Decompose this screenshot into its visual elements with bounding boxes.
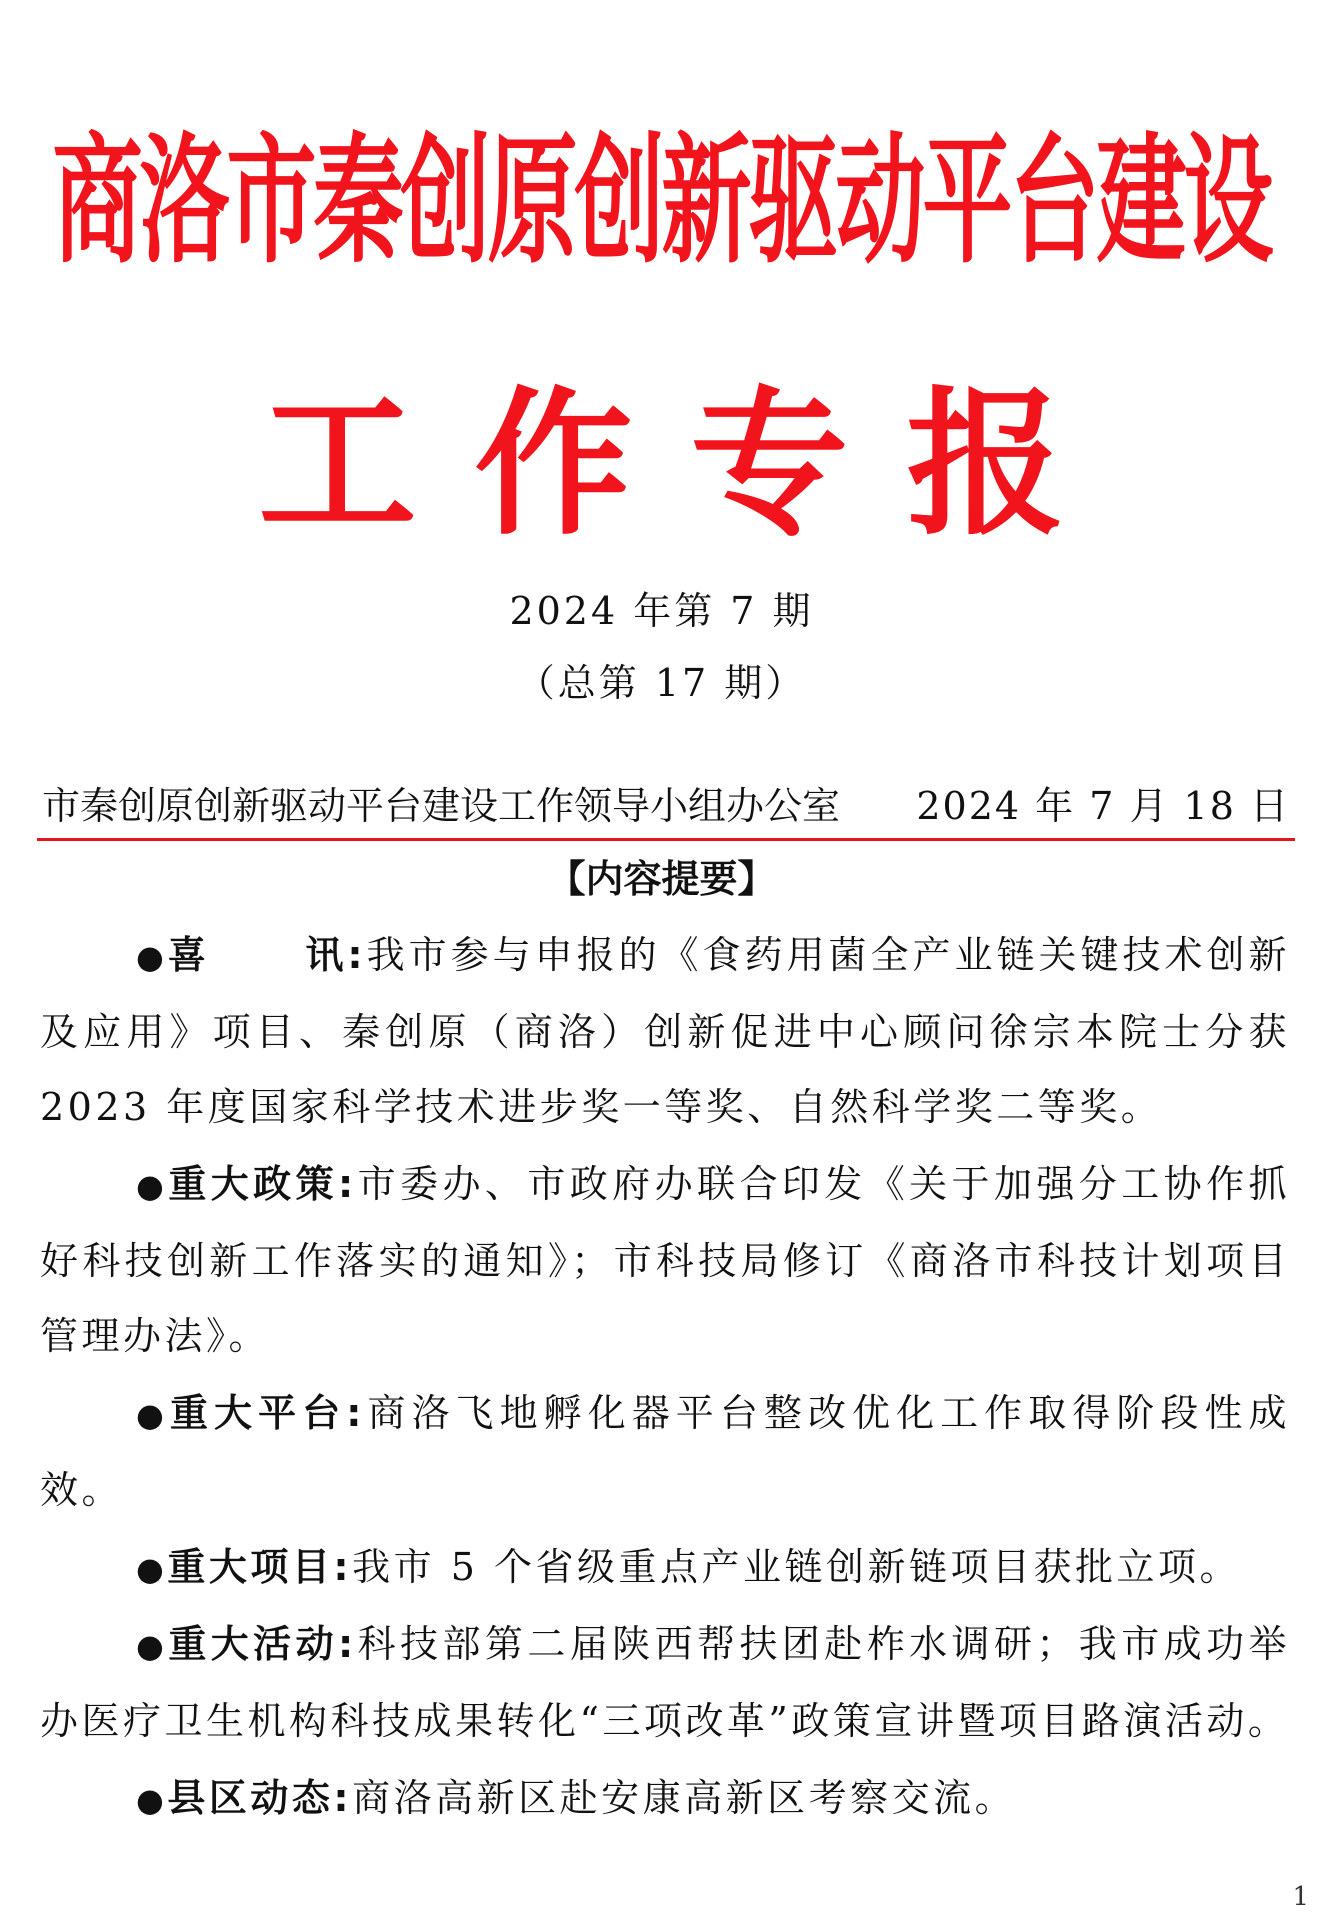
bullet-icon: ● — [136, 1167, 169, 1205]
bullet-icon: ● — [136, 1781, 168, 1819]
item-heading: 喜 讯: — [167, 933, 367, 977]
issue-date: 2024 年 7 月 18 日 — [916, 784, 1290, 828]
summary-item-project — [40, 1530, 1290, 1607]
issue-number: 2024 年第 7 期 — [509, 589, 814, 633]
summary-item-news — [40, 918, 1290, 1145]
report-title-line1: 商洛市秦创原创新驱动平台建设 — [52, 120, 1271, 284]
item-heading: 重大项目: — [167, 1545, 353, 1589]
item-text: 市委办、市政府办联合印发《关于加强分工协作抓好科技创新工作落实的通知》；市科技局修订《商洛市科技计划项目管理办法》。 — [40, 1162, 1290, 1358]
report-title-line2: 工作专报 — [258, 372, 1123, 557]
item-text: 我市参与申报的《食药用菌全产业链关键技术创新及应用》项目、秦创原（商洛）创新促进中心顾问徐宗本院士分获 2023 年度国家科学技术进步奖一等奖、自然科学奖二等奖。 — [40, 933, 1290, 1129]
item-heading: 重大平台: — [169, 1391, 365, 1435]
bullet-icon: ● — [136, 1396, 170, 1434]
summary-item-platform — [40, 1376, 1290, 1528]
summary-body — [40, 918, 1290, 1838]
item-text: 商洛飞地孵化器平台整改优化工作取得阶段性成效。 — [40, 1391, 1290, 1512]
item-text: 我市 5 个省级重点产业链创新链项目获批立项。 — [352, 1545, 1241, 1589]
bullet-icon: ● — [136, 938, 168, 976]
summary-item-policy — [40, 1147, 1290, 1374]
summary-item-activity — [40, 1607, 1290, 1759]
item-heading: 重大活动: — [168, 1622, 357, 1666]
item-text: 科技部第二届陕西帮扶团赴柞水调研；我市成功举办医疗卫生机构科技成果转化“三项改革”政策宣讲暨项目路演活动。 — [40, 1622, 1290, 1743]
summary-heading: 【内容提要】 — [547, 857, 776, 901]
red-divider — [37, 838, 1295, 841]
bullet-icon: ● — [136, 1550, 168, 1588]
summary-item-county — [40, 1761, 1290, 1838]
item-text: 商洛高新区赴安康高新区考察交流。 — [352, 1776, 1017, 1820]
issuer-name: 市秦创原创新驱动平台建设工作领导小组办公室 — [42, 784, 841, 828]
page-number: 1 — [1292, 1882, 1309, 1912]
item-heading: 县区动态: — [167, 1776, 353, 1820]
item-heading: 重大政策: — [168, 1162, 357, 1206]
bullet-icon: ● — [136, 1627, 169, 1665]
total-issue-number: （总第 17 期） — [516, 661, 807, 705]
